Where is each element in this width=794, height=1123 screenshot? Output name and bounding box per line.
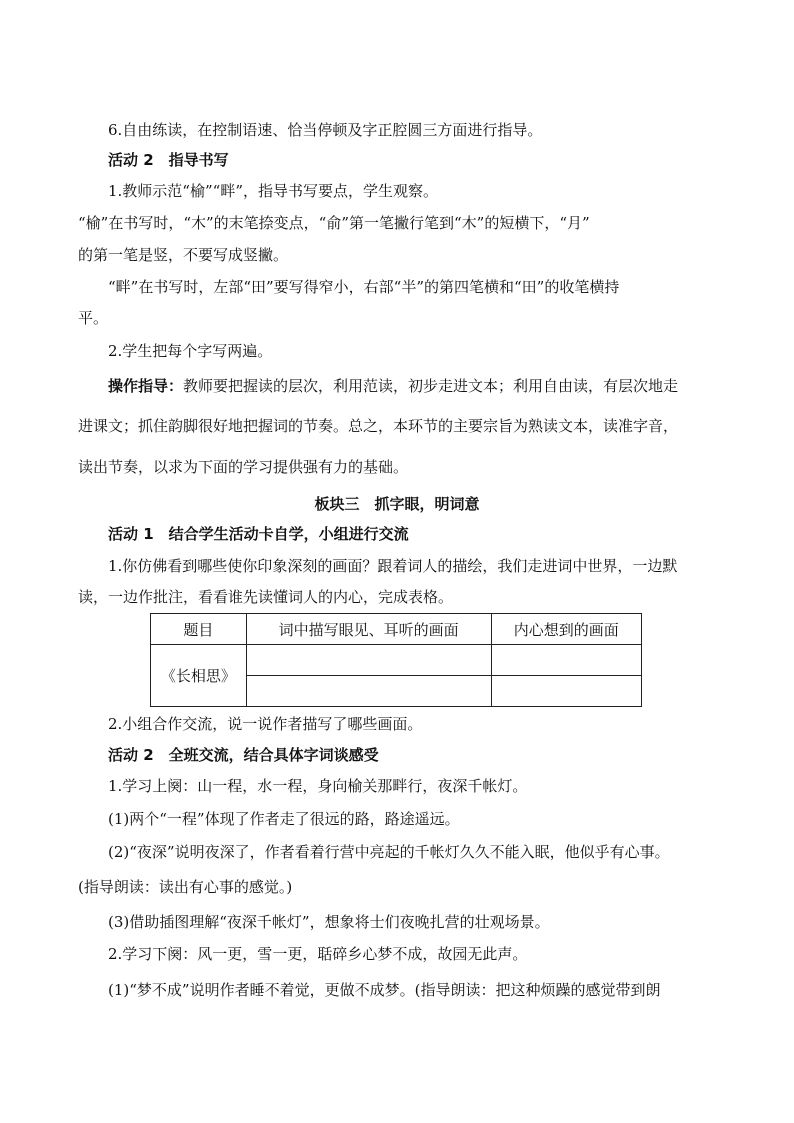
- table-cell: [246, 676, 491, 707]
- paragraph: 的第一笔是竖，不要写成竖撇。: [78, 246, 289, 264]
- table-cell: [491, 676, 641, 707]
- paragraph: 1.你仿佛看到哪些使你印象深刻的画面？跟着词人的描绘，我们走进词中世界，一边默: [108, 557, 678, 575]
- guidance-text: 教师要把握读的层次，利用范读，初步走进文本；利用自由读，有层次地走: [183, 377, 679, 395]
- paragraph: 1.教师示范“榆”“畔”，指导书写要点，学生观察。: [108, 182, 438, 200]
- paragraph: 2.小组合作交流，说一说作者描写了哪些画面。: [108, 715, 423, 733]
- paragraph: (3)借助插图理解“夜深千帐灯”，想象将士们夜晚扎营的壮观场景。: [108, 913, 550, 931]
- paragraph: “榆”在书写时，“木”的末笔捺变点，“俞”第一笔撇行笔到“木”的短横下，“月”: [78, 214, 590, 232]
- paragraph: 读，一边作批注，看看谁先读懂词人的内心，完成表格。: [78, 588, 454, 606]
- worksheet-table: [150, 613, 642, 707]
- table-header-row: [151, 614, 642, 645]
- paragraph: (指导朗读：读出有心事的感觉。): [78, 878, 293, 896]
- paragraph: 进课文；抓住韵脚很好地把握词的节奏。总之，本环节的主要宗旨为熟读文本，读准字音，: [78, 417, 679, 435]
- table-header: 题目: [151, 614, 247, 645]
- paragraph: 2.学习下阕：风一更，雪一更，聒碎乡心梦不成，故园无此声。: [108, 945, 528, 963]
- activity-heading: 活动 2 指导书写: [108, 151, 229, 169]
- table-header: 内心想到的画面: [491, 614, 641, 645]
- paragraph: (1)两个“一程”体现了作者走了很远的路，路途遥远。: [108, 810, 460, 828]
- table-row-title: 《长相思》: [151, 645, 247, 707]
- guidance-paragraph: [108, 376, 678, 396]
- paragraph: 平。: [78, 309, 109, 327]
- guidance-label: 操作指导：: [108, 377, 184, 395]
- table-cell: [246, 645, 491, 676]
- activity-heading: 活动 1 结合学生活动卡自学，小组进行交流: [108, 525, 409, 543]
- paragraph: 2.学生把每个字写两遍。: [108, 342, 273, 360]
- activity-heading: 活动 2 全班交流，结合具体字词谈感受: [108, 746, 379, 764]
- paragraph: “畔”在书写时，左部“田”要写得窄小，右部“半”的第四笔横和“田”的收笔横持: [108, 278, 620, 296]
- section-heading: 板块三 抓字眼，明词意: [314, 495, 480, 513]
- table-header: 词中描写眼见、耳听的画面: [246, 614, 491, 645]
- paragraph: 6.自由练读，在控制语速、恰当停顿及字正腔圆三方面进行指导。: [108, 121, 543, 139]
- paragraph: (2)“夜深”说明夜深了，作者看着行营中亮起的千帐灯久久不能入眠，他似乎有心事。: [108, 843, 670, 861]
- table-row: [151, 645, 642, 676]
- paragraph: (1)“梦不成”说明作者睡不着觉，更做不成梦。(指导朗读：把这种烦躁的感觉带到朗: [108, 981, 661, 999]
- paragraph: 读出节奏，以求为下面的学习提供强有力的基础。: [78, 458, 409, 476]
- table-cell: [491, 645, 641, 676]
- paragraph: 1.学习上阕：山一程，水一程，身向榆关那畔行，夜深千帐灯。: [108, 777, 528, 795]
